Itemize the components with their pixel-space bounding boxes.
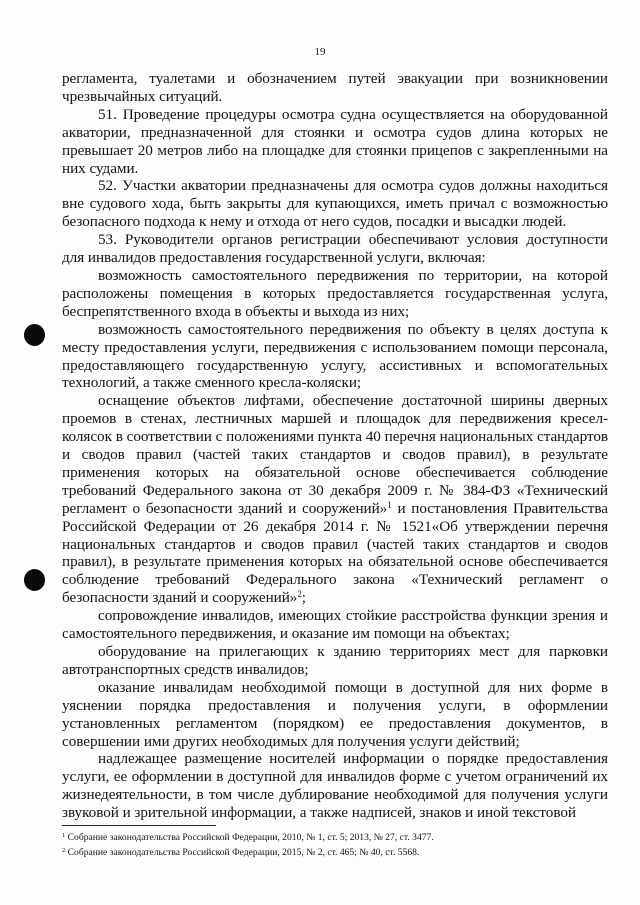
list-item-information: надлежащее размещение носителей информации о порядке предоставления услуги, ее оформлении в доступной для инвалидов форме с учетом ограничений их жизнедеятельности, в том числе дублирование необходимой для получения услуги звуковой и зрительной информации, а также надписей, знаков и иной текстовой <box>62 750 608 822</box>
list-item-object-access: возможность самостоятельного передвижения по объекту в целях доступа к месту предоставления услуги, передвижения с использованием помощи персонала, предоставляющего государственную услугу, ассистивных и вспомогательных технологий, а также сменного кресла-коляски; <box>62 320 608 392</box>
paragraph-51: 51. Проведение процедуры осмотра судна осуществляется на оборудованной акватории, предназначенной для стоянки и осмотра судов длина которых не превышает 20 метров либо на площадке для стоянки прицепов с закрепленными на них судами. <box>62 105 608 177</box>
footnote-divider <box>62 825 216 826</box>
footnote-2 <box>62 846 608 861</box>
lifts-trailing-punct: ; <box>301 589 306 607</box>
list-item-escort: сопровождение инвалидов, имеющих стойкие расстройства функции зрения и самостоятельного передвижения, и оказание им помощи на объектах; <box>62 607 608 643</box>
footnote-1 <box>62 831 608 846</box>
list-item-assistance: оказание инвалидам необходимой помощи в доступной для них форме в уяснении порядка предоставления и получения услуги, в оформлении установленных регламентом (порядком) ее предоставления документов, в совершении ими других необходимых для получения услуги действий; <box>62 678 608 750</box>
binder-hole <box>24 569 45 591</box>
footnotes <box>62 831 608 860</box>
page-number: 19 <box>314 46 326 58</box>
binder-hole <box>24 324 45 346</box>
footnote-text: Собрание законодательства Российской Федерации, 2015, № 2, ст. 465; № 40, ст. 5568. <box>67 846 420 858</box>
lifts-text-part2: и постановления Правительства Российской Федерации от 26 декабря 2014 г. № 1521«Об утверждении перечня национальных стандартов и сводов правил (частей таких стандартов и сводов правил), в результате применения которых на обязательной основе обеспечивается соблюдение требований Федерального закона «Технический регламент о безопасности зданий и сооружений» <box>62 499 608 607</box>
footnote-mark: 2 <box>62 846 66 854</box>
list-item-lifts <box>62 392 608 607</box>
footnote-ref-1: 1 <box>387 499 392 510</box>
paragraph-continuation: регламента, туалетами и обозначением путей эвакуации при возникновении чрезвычайных ситуаций. <box>62 70 608 105</box>
footnote-ref-2: 2 <box>297 589 302 600</box>
paragraph-52: 52. Участки акватории предназначены для осмотра судов должны находиться вне судового хода, быть закрыты для купающихся, иметь причал с возможностью безопасного подхода к нему и отхода от него судов, посадки и высадки людей. <box>62 177 608 231</box>
paragraph-53: 53. Руководители органов регистрации обеспечивают условия доступности для инвалидов предоставления государственной услуги, включая: <box>62 231 608 267</box>
document-body <box>62 70 608 822</box>
list-item-parking: оборудование на прилегающих к зданию территориях мест для парковки автотранспортных средств инвалидов; <box>62 643 608 678</box>
footnote-mark: 1 <box>62 832 66 839</box>
lifts-text-part1: оснащение объектов лифтами, обеспечение достаточной ширины дверных проемов в стенах, лестничных маршей и площадок для передвижения кресел-колясок в соответствии с положениями пункта 40 перечня национальных стандартов и сводов правил (частей таких стандартов и сводов правил), в результате применения которых на обязательной основе обеспечивается соблюдение требований Федерального закона от 30 декабря 2009 г. № 384-ФЗ «Технический регламент о безопасности зданий и сооружений» <box>62 392 608 517</box>
list-item-territory-access: возможность самостоятельного передвижения по территории, на которой расположены помещения в которых предоставляется государственная услуга, беспрепятственного входа в объекты и выхода из них; <box>62 266 608 320</box>
footnote-text: Собрание законодательства Российской Федерации, 2010, № 1, ст. 5; 2013, № 27, ст. 3477. <box>67 832 434 843</box>
